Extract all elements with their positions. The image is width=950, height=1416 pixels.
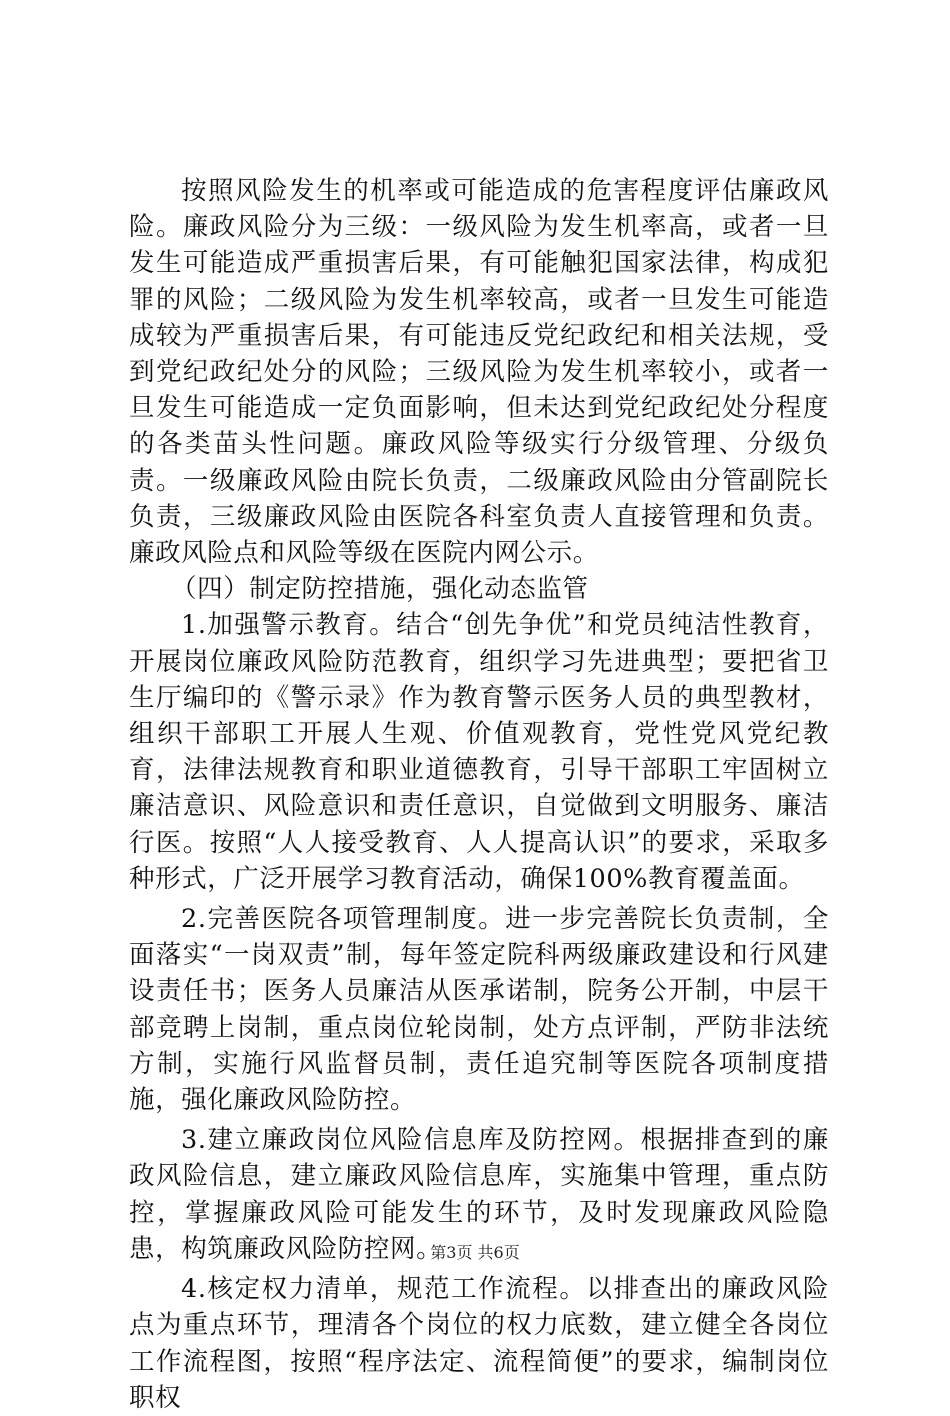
paragraph-warning-education: 1.加强警示教育。结合“创先争优”和党员纯洁性教育，开展岗位廉政风险防范教育，组织学习先进典型；要把省卫生厅编印的《警示录》作为教育警示医务人员的典型教材，组织干部职工开展人生观、价值观教育，党性党风党纪教育，法律法规教育和职业道德教育，引导干部职工牢固树立廉洁意识、风险意识和责任意识，自觉做到文明服务、廉洁行医。按照“人人接受教育、人人提高认识”的要求，采取多种形式，广泛开展学习教育活动，确保100%教育覆盖面。 <box>129 610 829 894</box>
page-number-footer: 第3页 共6页 <box>430 1243 520 1262</box>
document-body <box>129 173 829 1416</box>
paragraph-power-list: 4.核定权力清单，规范工作流程。以排查出的廉政风险点为重点环节，理清各个岗位的权力底数，建立健全各岗位工作流程图，按照“程序法定、流程简便”的要求，编制岗位职权 <box>129 1274 829 1413</box>
section-heading-4: （四）制定防控措施，强化动态监管 <box>171 574 589 605</box>
paragraph-risk-database: 3.建立廉政岗位风险信息库及防控网。根据排查到的廉政风险信息，建立廉政风险信息库，实施集中管理，重点防控，掌握廉政风险可能发生的环节，及时发现廉政风险隐患，构筑廉政风险防控网。 <box>129 1125 829 1264</box>
paragraph-management-system: 2.完善医院各项管理制度。进一步完善院长负责制，全面落实“一岗双责”制，每年签定院科两级廉政建设和行风建设责任书；医务人员廉洁从医承诺制，院务公开制，中层干部竞聘上岗制，重点岗位轮岗制，处方点评制，严防非法统方制，实施行风监督员制，责任追究制等医院各项制度措施，强化廉政风险防控。 <box>129 904 829 1116</box>
paragraph-risk-levels: 按照风险发生的机率或可能造成的危害程度评估廉政风险。廉政风险分为三级：一级风险为发生机率高，或者一旦发生可能造成严重损害后果，有可能触犯国家法律，构成犯罪的风险；二级风险为发生机率较高，或者一旦发生可能造成较为严重损害后果，有可能违反党纪政纪和相关法规，受到党纪政纪处分的风险；三级风险为发生机率较小，或者一旦发生可能造成一定负面影响，但未达到党纪政纪处分程度的各类苗头性问题。廉政风险等级实行分级管理、分级负责。一级廉政风险由院长负责，二级廉政风险由分管副院长负责，三级廉政风险由医院各科室负责人直接管理和负责。廉政风险点和风险等级在医院内网公示。 <box>129 176 829 569</box>
